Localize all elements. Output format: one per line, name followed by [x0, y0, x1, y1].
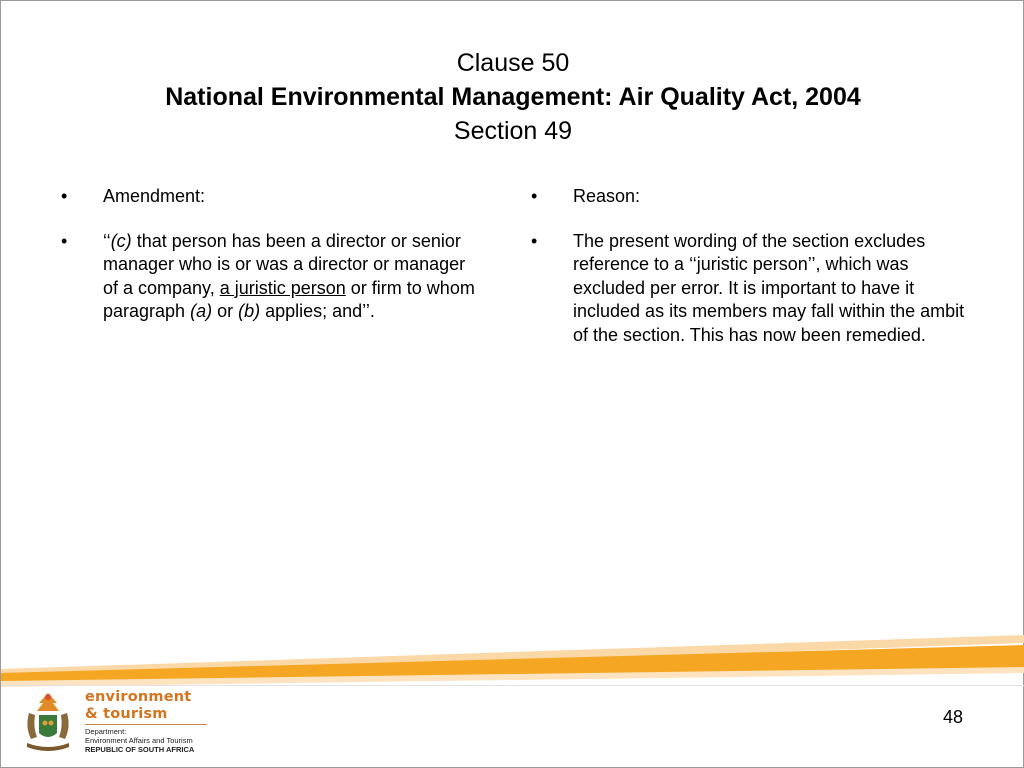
orange-swoosh-band — [1, 629, 1024, 689]
reason-heading: Reason: — [573, 186, 641, 206]
list-item — [59, 230, 484, 324]
bullet-icon: • — [531, 186, 538, 206]
juristic-person-underline: a juristic person — [219, 277, 346, 298]
logo-dept-name: Environment Affairs and Tourism — [85, 736, 193, 745]
clause-ref-c: (c) — [110, 230, 132, 251]
title-act: National Environmental Management: Air Quality Act, 2004 — [165, 83, 861, 111]
bullet-icon: • — [61, 186, 68, 206]
paragraph-ref-b: (b) — [238, 301, 261, 321]
reason-column — [529, 185, 969, 368]
logo-country: REPUBLIC OF SOUTH AFRICA — [85, 745, 195, 754]
list-item — [529, 230, 969, 348]
logo-word-environment: environment — [85, 689, 192, 705]
bullet-icon: • — [531, 230, 538, 251]
logo-department: Department: — [85, 727, 127, 736]
slide-title — [1, 46, 1024, 148]
list-item — [529, 185, 969, 209]
department-logo — [19, 689, 219, 759]
logo-word-tourism: & tourism — [85, 706, 168, 722]
title-section: Section 49 — [453, 117, 573, 145]
paragraph-ref-a: (a) — [190, 301, 213, 321]
amendment-heading: Amendment: — [103, 186, 206, 206]
list-item — [59, 185, 484, 209]
bullet-icon: • — [61, 230, 68, 251]
amendment-column — [59, 185, 484, 345]
footer-divider — [1, 685, 1024, 686]
amendment-text: ‘‘(c) that person has been a director or senior manager who is or was a director or manager of a company, a juristic person or firm to whom paragraph (a) or (b) applies; and’’. — [103, 230, 475, 321]
reason-text: The present wording of the section excludes reference to a ‘‘juristic person’’, which was excluded per error. It is important to have it included as its members may fall within the ambit of the section. This has now been remedied. — [573, 230, 965, 345]
coat-of-arms-icon — [19, 689, 77, 757]
title-clause: Clause 50 — [456, 49, 570, 77]
logo-divider — [85, 724, 207, 725]
page-number: 48 — [942, 707, 963, 727]
